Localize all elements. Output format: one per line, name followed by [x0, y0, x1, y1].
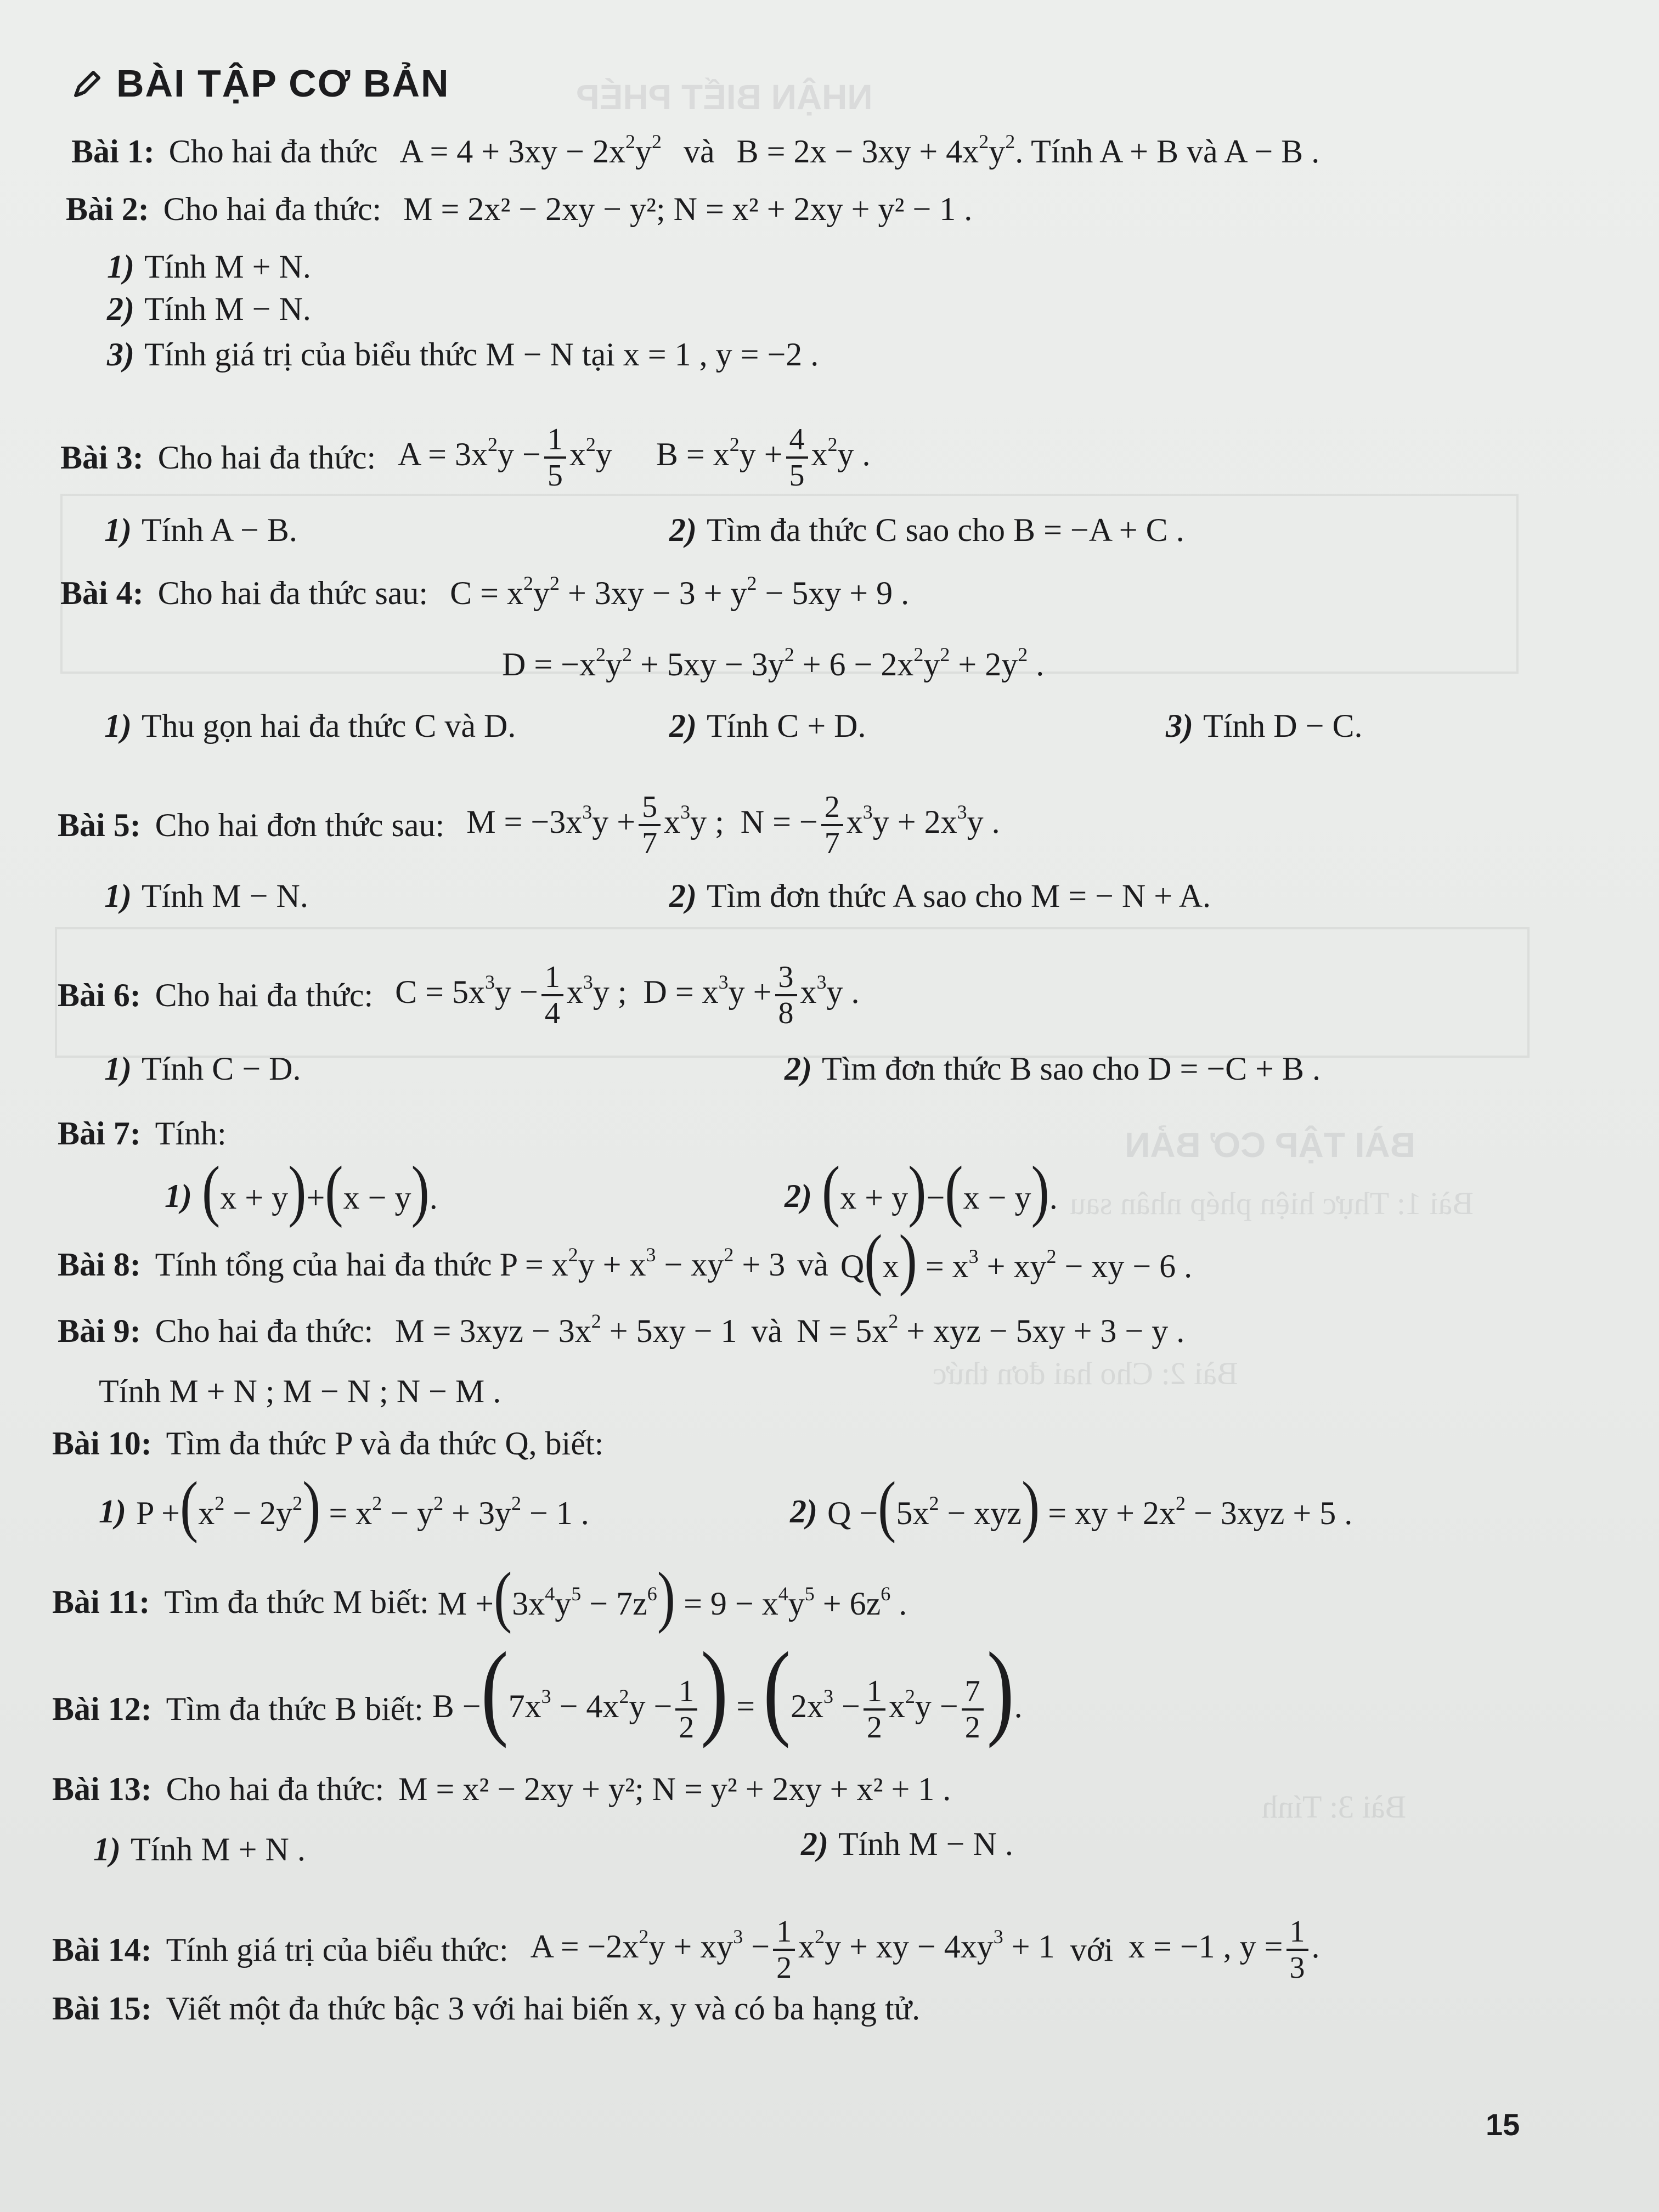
exercise-label: Bài 2: [66, 191, 149, 227]
exercise-text: Cho hai đa thức: [166, 1771, 385, 1807]
exercise-text: Cho hai đa thức: [155, 977, 374, 1013]
exercise-label: Bài 7: [58, 1115, 141, 1152]
part-text: Tính M + N ; M − N ; N − M . [99, 1373, 501, 1409]
formula: $Q -(5x^2 - xyz)$ = xy + $2x^2 - 3xyz + 5$ . [827, 1468, 1353, 1544]
exercise-label: Bài 10: [52, 1425, 152, 1462]
formula-n: $N = 5x^2$ + xyz − 5xy + 3 − y . [797, 1310, 1185, 1349]
part-number: 1) [99, 1493, 126, 1530]
exercise-6 [58, 960, 860, 1030]
exercise-12 [52, 1630, 1023, 1749]
part-number: 1) [104, 708, 132, 744]
part-text: Tính M − N . [838, 1826, 1013, 1862]
part-number: 2) [790, 1493, 817, 1530]
formula: $M +(3x^4y^5 - 7z^6) = 9 - x^4y^5 + 6z^6$ . [437, 1558, 907, 1634]
part-text: Tìm đa thức C sao cho B = −A + C . [706, 512, 1184, 548]
exercise-text: Tìm đa thức P và đa thức Q, biết: [166, 1425, 604, 1462]
part-number: 2) [785, 1177, 812, 1214]
exercise-13 [52, 1769, 951, 1809]
bleed-through-text: NHẬN BIẾT PHÉP [576, 77, 873, 117]
exercise-text: Tìm đa thức B biết: [166, 1691, 424, 1728]
exercise-text: Cho hai đa thức [168, 133, 378, 170]
formula-q: $Q(x) = x^3 + xy^2$ − xy − 6 . [840, 1221, 1193, 1297]
exercise-3-part-1 [104, 510, 297, 550]
bleed-through-text: Bài 2: Cho hai đơn thức [933, 1356, 1238, 1391]
formula: M = 2x² − 2xy − y²; N = x² + 2xy + y² − 1 . [403, 191, 973, 227]
formula-b: $B = x^2y$ + $\frac{4}{5}$ $x^2y$ . [656, 422, 871, 493]
exercise-6-part-1 [104, 1049, 301, 1088]
page-number: 15 [1486, 2107, 1520, 2142]
exercise-text: Cho hai đa thức sau: [157, 575, 428, 611]
exercise-4-part-1 [104, 706, 516, 746]
part-text: Tính A − B. [141, 512, 297, 548]
formula: $C = 5x^3y$ − $\frac{1}{4}$ $x^3y$ ; $D = x^3y$ + $\frac{3}{8}$ $x^3y$ . [395, 960, 860, 1030]
exercise-10-part-2 [790, 1468, 1353, 1544]
part-text: Tính C + D. [706, 708, 866, 744]
part-number: 2) [107, 291, 134, 327]
part-number: 2) [669, 512, 697, 548]
exercise-4-part-2 [669, 706, 866, 746]
section-heading [71, 61, 450, 105]
exercise-4-formula-d [502, 645, 1044, 684]
part-number: 3) [107, 336, 134, 373]
part-text: Tính C − D. [141, 1051, 301, 1087]
exercise-13-part-1 [93, 1830, 306, 1869]
exercise-4 [60, 573, 909, 613]
exercise-11 [52, 1558, 907, 1634]
part-number: 2) [669, 878, 697, 914]
exercise-2-part-3 [107, 335, 819, 374]
part-text: Tính M − N. [144, 291, 311, 327]
formula-m: $M = 3xyz - 3x^2 + 5xy - 1$ [395, 1310, 737, 1349]
exercise-label: Bài 4: [60, 575, 144, 611]
part-number: 2) [669, 708, 697, 744]
exercise-2-part-1 [107, 247, 311, 286]
formula-c: $C = x^2y^2 + 3xy - 3 + y^2 - 5xy + 9$ . [450, 572, 910, 611]
bleed-through-text: BÀI TẬP CƠ BẢN [1125, 1125, 1415, 1165]
exercise-3 [60, 422, 871, 493]
part-text: Tìm đơn thức A sao cho M = − N + A. [706, 878, 1211, 914]
exercise-label: Bài 12: [52, 1691, 152, 1728]
condition: x = −1 , y = $\frac{1}{3}$ . [1128, 1915, 1320, 1985]
formula-p: $P = x^2y + x^3 - xy^2 + 3$ [499, 1243, 786, 1283]
exercise-label: Bài 1: [71, 133, 155, 170]
exercise-5 [58, 790, 1000, 860]
exercise-2 [66, 189, 972, 229]
conjunction: và [751, 1313, 783, 1349]
part-text: Tính M − N. [141, 878, 308, 914]
exercise-4-part-3 [1166, 706, 1363, 746]
exercise-7 [58, 1114, 227, 1153]
exercise-15 [52, 1989, 920, 2028]
exercise-label: Bài 5: [58, 807, 141, 843]
formula: M = x² − 2xy + y²; N = y² + 2xy + x² + 1 . [398, 1771, 951, 1807]
formula-a: $A = 4 + 3xy - 2x^2y^2$ [399, 131, 662, 170]
exercise-label: Bài 3: [60, 439, 144, 476]
exercise-14 [52, 1915, 1320, 1985]
section-heading-text: BÀI TẬP CƠ BẢN [116, 62, 450, 105]
exercise-7-part-1 [165, 1152, 438, 1228]
exercise-text: Cho hai đa thức: [157, 439, 376, 476]
exercise-label: Bài 14: [52, 1932, 152, 1968]
exercise-text: Cho hai đơn thức sau: [155, 807, 445, 843]
part-number: 1) [165, 1177, 192, 1214]
exercise-text: Tính tổng của hai đa thức [155, 1246, 492, 1283]
conjunction: và [797, 1246, 828, 1283]
exercise-3-part-2 [669, 510, 1184, 550]
exercise-5-part-1 [104, 876, 308, 916]
exercise-label: Bài 6: [58, 977, 141, 1013]
exercise-text: Cho hai đa thức: [163, 191, 382, 227]
formula: (x + y)+(x − y). [201, 1152, 438, 1228]
part-number: 1) [104, 1051, 132, 1087]
formula-b: $B = 2x - 3xy + 4x^2y^2$ [736, 131, 1015, 170]
part-number: 1) [104, 512, 132, 548]
part-text: Tính D − C. [1203, 708, 1363, 744]
formula-a: $A = 3x^2y$ − $\frac{1}{5}$ $x^2y$ [398, 422, 612, 493]
part-number: 3) [1166, 708, 1193, 744]
part-text: Tính M + N. [144, 249, 311, 285]
conjunction: và [684, 133, 715, 170]
pencil-icon [71, 67, 104, 100]
exercise-text: Tính: [155, 1115, 227, 1152]
exercise-label: Bài 13: [52, 1771, 152, 1807]
part-text: Tính M + N . [130, 1831, 306, 1867]
formula: $P +(x^2 - 2y^2) = x^2 - y^2 + 3y^2 - 1$ . [136, 1468, 589, 1544]
part-text: Tính giá trị của biểu thức M − N tại x = 1 , y = −2 . [144, 336, 819, 373]
part-number: 2) [801, 1826, 828, 1862]
exercise-text: Viết một đa thức bậc 3 với hai biến x, y và có ba hạng tử. [166, 1990, 921, 2027]
exercise-6-part-2 [785, 1049, 1321, 1088]
part-number: 1) [93, 1831, 121, 1867]
exercise-7-part-2 [785, 1152, 1058, 1228]
part-number: 1) [104, 878, 132, 914]
exercise-label: Bài 15: [52, 1990, 152, 2027]
exercise-label: Bài 9: [58, 1313, 141, 1349]
exercise-5-part-2 [669, 876, 1211, 916]
formula-d: $D = -x^2y^2 + 5xy - 3y^2 + 6 - 2x^2y^2 + 2y^2$ . [502, 644, 1045, 682]
exercise-tail: . Tính A + B và A − B . [1015, 133, 1320, 170]
exercise-label: Bài 11: [52, 1583, 150, 1620]
exercise-2-part-2 [107, 289, 311, 329]
formula: $A = -2x^2y + xy^3$ − $\frac{1}{2}$ $x^2y$ + xy − $4xy^3 + 1$ [530, 1915, 1055, 1985]
part-text: Tìm đơn thức B sao cho D = −C + B . [821, 1051, 1321, 1087]
bleed-through-text: Bài 1: Thực hiện phép nhân sau [1070, 1186, 1474, 1221]
exercise-9-task [99, 1372, 501, 1411]
exercise-9 [58, 1311, 1184, 1351]
exercise-13-part-2 [801, 1824, 1013, 1864]
exercise-text: Cho hai đa thức: [155, 1313, 374, 1349]
bleed-through-text: Bài 3: Tính [1262, 1789, 1407, 1825]
exercise-10 [52, 1424, 603, 1463]
part-text: Thu gọn hai đa thức C và D. [141, 708, 516, 744]
formula: $M = -3x^3y$ + $\frac{5}{7}$ $x^3y$ ; N = − $\frac{2}{7}$ $x^3y + 2x^3y$ . [466, 790, 1000, 860]
exercise-8 [58, 1221, 1193, 1297]
exercise-label: Bài 8: [58, 1246, 141, 1283]
formula: $B -(7x^3 - 4x^2y$ − $\frac{1}{2}$ ) = ($2x^3$ − $\frac{1}{2}$ $x^2y$ − $\frac{7}{2}$ ). [432, 1630, 1023, 1749]
part-number: 2) [785, 1051, 812, 1087]
exercise-text: Tính giá trị của biểu thức: [166, 1932, 509, 1968]
part-number: 1) [107, 249, 134, 285]
exercise-text: Tìm đa thức M biết: [164, 1583, 429, 1620]
conjunction: với [1070, 1932, 1113, 1968]
formula: (x + y)−(x − y). [821, 1152, 1058, 1228]
exercise-10-part-1 [99, 1468, 589, 1544]
exercise-1 [71, 132, 1319, 171]
